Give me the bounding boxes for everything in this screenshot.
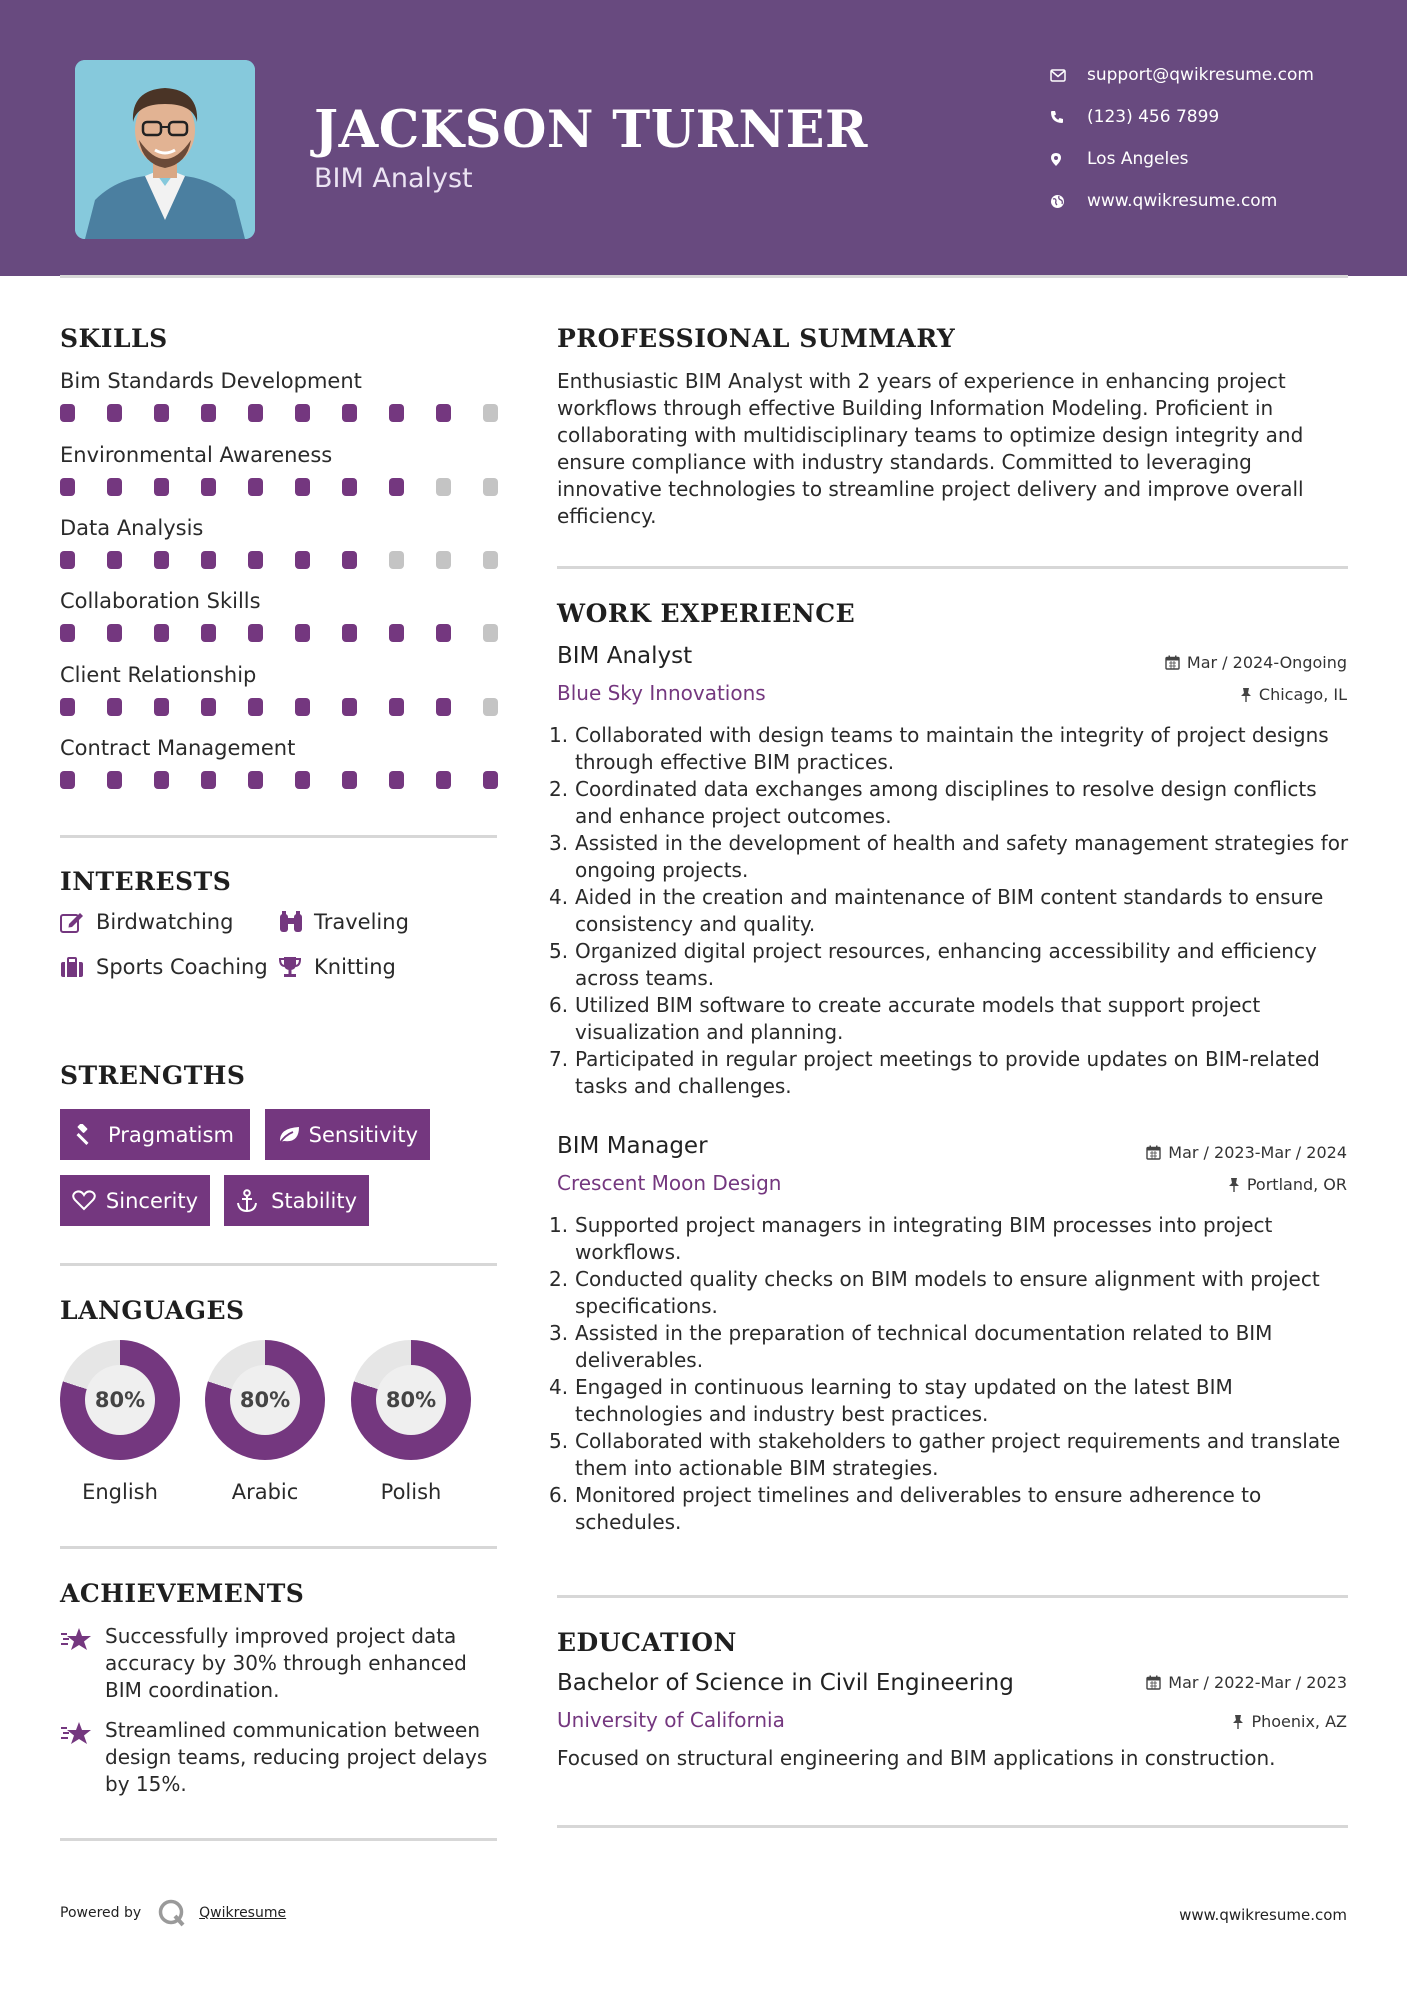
job-bullet: 4. Aided in the creation and maintenance of BIM content standards to ensure consistency and quality.	[549, 885, 1324, 936]
job-bullet: 3. Assisted in the development of health and safety management strategies for ongoing projects.	[549, 831, 1349, 882]
strength-tag	[224, 1175, 369, 1226]
skill-name: Client Relationship	[60, 663, 257, 687]
language-progress-ring	[205, 1340, 325, 1460]
job-bullet-list	[549, 1212, 1357, 1536]
contact-phone[interactable]	[1050, 96, 1390, 138]
skill-dot-filled	[342, 478, 357, 496]
job-location-text: Portland, OR	[1246, 1175, 1347, 1194]
education-school: University of California	[557, 1708, 785, 1732]
skill-dot-filled	[154, 404, 169, 422]
job-bullet: 1. Collaborated with design teams to maintain the integrity of project designs through effective BIM practices.	[549, 723, 1329, 774]
gavel-icon	[72, 1124, 108, 1146]
section-divider	[60, 1263, 497, 1266]
language-progress-ring	[351, 1340, 471, 1460]
job-company: Blue Sky Innovations	[557, 681, 766, 705]
skill-dot-filled	[436, 771, 451, 789]
section-divider	[60, 1838, 497, 1841]
contact-email-text: support@qwikresume.com	[1087, 65, 1314, 85]
skill-dot-filled	[248, 624, 263, 642]
skill-item	[60, 441, 500, 469]
location-pin-icon	[1050, 152, 1087, 167]
job-bullet: 6. Monitored project timelines and deliverables to ensure adherence to schedules.	[549, 1483, 1262, 1534]
skill-dot-filled	[342, 551, 357, 569]
skill-dot-filled	[107, 698, 122, 716]
skill-dot-filled	[295, 478, 310, 496]
strength-tag	[60, 1109, 250, 1160]
skill-dot-filled	[60, 404, 75, 422]
star-award-icon	[60, 1721, 92, 1751]
language-name: Polish	[380, 1480, 442, 1504]
interest-item	[60, 910, 233, 934]
skill-dot-filled	[154, 698, 169, 716]
skill-dot-filled	[389, 771, 404, 789]
pushpin-icon	[1240, 687, 1252, 702]
job-bullet: 5. Organized digital project resources, enhancing accessibility and efficiency across teams.	[549, 939, 1317, 990]
skill-dot-filled	[107, 551, 122, 569]
language-percent: 80%	[376, 1365, 446, 1435]
skill-dot-filled	[154, 771, 169, 789]
interest-label: Traveling	[314, 910, 409, 934]
skill-dot-filled	[248, 771, 263, 789]
strength-label: Pragmatism	[108, 1122, 234, 1147]
powered-by-label: Powered by	[60, 1905, 142, 1921]
section-divider	[557, 566, 1348, 569]
job-date	[1165, 653, 1347, 672]
interest-item	[278, 910, 409, 934]
skill-dot-filled	[60, 698, 75, 716]
skill-rating	[60, 551, 500, 569]
education-description: Focused on structural engineering and BIM applications in construction.	[557, 1746, 1276, 1770]
job-bullet: 5. Collaborated with stakeholders to gather project requirements and translate them into actionable BIM strategies.	[549, 1429, 1341, 1480]
achievements-heading: ACHIEVEMENTS	[60, 1579, 305, 1608]
skill-dot-filled	[389, 478, 404, 496]
contact-list	[1050, 54, 1390, 222]
education-location	[1232, 1712, 1347, 1731]
job-title: BIM Manager	[557, 1133, 708, 1159]
skill-item	[60, 734, 500, 762]
skill-dot-filled	[389, 698, 404, 716]
job-bullet: 6. Utilized BIM software to create accurate models that support project visualization and planning.	[549, 993, 1261, 1044]
skill-dot-filled	[60, 624, 75, 642]
phone-icon	[1050, 110, 1087, 124]
skill-item	[60, 514, 500, 542]
job-location	[1228, 1175, 1347, 1194]
skill-name: Bim Standards Development	[60, 369, 362, 393]
skill-name: Environmental Awareness	[60, 443, 333, 467]
skill-dot-filled	[248, 551, 263, 569]
strength-tag	[265, 1109, 430, 1160]
skill-dot-filled	[295, 404, 310, 422]
job-company: Crescent Moon Design	[557, 1171, 782, 1195]
skill-dot-empty	[483, 624, 498, 642]
education-location-text: Phoenix, AZ	[1251, 1712, 1347, 1731]
education-date	[1146, 1673, 1347, 1692]
candidate-name: JACKSON TURNER	[314, 100, 868, 160]
skill-dot-filled	[201, 624, 216, 642]
skill-rating	[60, 478, 500, 496]
skill-dot-filled	[295, 698, 310, 716]
trophy-icon	[278, 956, 314, 978]
skill-dot-empty	[436, 478, 451, 496]
job-date	[1146, 1143, 1347, 1162]
interest-label: Knitting	[314, 955, 396, 979]
skill-dot-empty	[483, 551, 498, 569]
skill-rating	[60, 771, 500, 789]
skill-dot-filled	[201, 404, 216, 422]
skill-dot-filled	[154, 551, 169, 569]
section-divider	[557, 1825, 1348, 1828]
skill-dot-filled	[201, 551, 216, 569]
job-bullet: 2. Coordinated data exchanges among disciplines to resolve design conflicts and enhance project outcomes.	[549, 777, 1317, 828]
skill-dot-filled	[389, 404, 404, 422]
language-name: Arabic	[231, 1480, 299, 1504]
skill-dot-filled	[342, 404, 357, 422]
summary-heading: PROFESSIONAL SUMMARY	[557, 324, 956, 353]
interest-label: Birdwatching	[96, 910, 234, 934]
skill-dot-filled	[436, 624, 451, 642]
achievement-text: Successfully improved project data accuracy by 30% through enhanced BIM coordination.	[105, 1624, 467, 1702]
skill-name: Contract Management	[60, 736, 296, 760]
skill-item	[60, 661, 500, 689]
education-degree: Bachelor of Science in Civil Engineering	[557, 1670, 1014, 1696]
section-divider	[60, 1546, 497, 1549]
contact-website[interactable]	[1050, 180, 1390, 222]
skill-dot-filled	[107, 404, 122, 422]
skill-dot-filled	[483, 771, 498, 789]
achievement-text: Streamlined communication between design teams, reducing project delays by 15%.	[105, 1718, 488, 1796]
calendar-icon	[1146, 1145, 1161, 1160]
skill-dot-filled	[389, 624, 404, 642]
contact-phone-text: (123) 456 7899	[1087, 107, 1220, 127]
skill-dot-filled	[248, 404, 263, 422]
strengths-heading: STRENGTHS	[60, 1061, 246, 1090]
skill-dot-filled	[295, 551, 310, 569]
job-bullet: 7. Participated in regular project meetings to provide updates on BIM-related tasks and challenges.	[549, 1047, 1320, 1098]
language-progress-ring	[60, 1340, 180, 1460]
globe-icon	[1050, 194, 1087, 209]
skill-dot-filled	[295, 624, 310, 642]
strength-label: Sensitivity	[308, 1122, 418, 1147]
skill-item	[60, 367, 500, 395]
contact-location	[1050, 138, 1390, 180]
qwikresume-link[interactable]: Qwikresume	[199, 1905, 287, 1921]
skill-dot-filled	[154, 478, 169, 496]
footer-website[interactable]: www.qwikresume.com	[1179, 1906, 1347, 1924]
skill-dot-filled	[154, 624, 169, 642]
anchor-icon	[236, 1189, 271, 1213]
language-name: English	[82, 1480, 158, 1504]
strength-label: Sincerity	[105, 1188, 198, 1213]
contact-website-text: www.qwikresume.com	[1087, 191, 1278, 211]
job-date-text: Mar / 2023-Mar / 2024	[1168, 1143, 1347, 1162]
skill-name: Collaboration Skills	[60, 589, 261, 613]
pencil-square-icon	[60, 911, 96, 933]
job-bullet: 2. Conducted quality checks on BIM models to ensure alignment with project specifications.	[549, 1267, 1320, 1318]
skill-dot-filled	[248, 698, 263, 716]
footer-powered-by	[60, 1898, 286, 1928]
job-bullet: 4. Engaged in continuous learning to stay updated on the latest BIM technologies and industry best practices.	[549, 1375, 1233, 1426]
job-bullet: 3. Assisted in the preparation of technical documentation related to BIM deliverables.	[549, 1321, 1273, 1372]
skill-dot-filled	[201, 771, 216, 789]
section-divider	[557, 1595, 1348, 1598]
skill-dot-empty	[483, 478, 498, 496]
skill-dot-filled	[201, 698, 216, 716]
skill-dot-filled	[436, 404, 451, 422]
skill-dot-filled	[342, 771, 357, 789]
skill-rating	[60, 624, 500, 642]
skill-dot-filled	[342, 698, 357, 716]
skill-dot-filled	[60, 551, 75, 569]
skill-dot-filled	[60, 771, 75, 789]
leaf-icon	[277, 1125, 309, 1145]
skill-rating	[60, 404, 500, 422]
skill-dot-filled	[107, 478, 122, 496]
pushpin-icon	[1232, 1714, 1244, 1729]
calendar-icon	[1165, 655, 1180, 670]
skill-item	[60, 587, 500, 615]
skill-dot-empty	[483, 404, 498, 422]
briefcase-icon	[60, 957, 96, 978]
contact-location-text: Los Angeles	[1087, 149, 1189, 169]
skills-heading: SKILLS	[60, 324, 168, 353]
profile-photo	[75, 60, 255, 239]
languages-heading: LANGUAGES	[60, 1296, 245, 1325]
candidate-role: BIM Analyst	[314, 163, 473, 194]
binoculars-icon	[278, 911, 314, 933]
summary-text: Enthusiastic BIM Analyst with 2 years of experience in enhancing project workflows through effective Building Information Modeling. Proficient in collaborating with multidisciplinary teams to optimize design integrity and ensure compliance with industry standards. Committed to leveraging innovative technologies to streamline project delivery and improve overall efficiency.	[557, 369, 1304, 528]
skill-dot-filled	[60, 478, 75, 496]
language-percent: 80%	[230, 1365, 300, 1435]
contact-email[interactable]	[1050, 54, 1390, 96]
skill-dot-filled	[342, 624, 357, 642]
education-heading: EDUCATION	[557, 1628, 737, 1657]
job-date-text: Mar / 2024-Ongoing	[1186, 653, 1347, 672]
calendar-icon	[1146, 1675, 1161, 1690]
skill-rating	[60, 698, 500, 716]
pushpin-icon	[1228, 1177, 1240, 1192]
interest-label: Sports Coaching	[96, 955, 268, 979]
skill-name: Data Analysis	[60, 516, 204, 540]
interest-item	[278, 955, 396, 979]
experience-heading: WORK EXPERIENCE	[557, 599, 856, 628]
job-location-text: Chicago, IL	[1258, 685, 1347, 704]
section-divider	[60, 835, 497, 838]
job-title: BIM Analyst	[557, 643, 693, 669]
skill-dot-filled	[107, 771, 122, 789]
envelope-icon	[1050, 69, 1087, 82]
interest-item	[60, 955, 268, 979]
skill-dot-empty	[483, 698, 498, 716]
skill-dot-filled	[201, 478, 216, 496]
skill-dot-filled	[248, 478, 263, 496]
skill-dot-empty	[436, 551, 451, 569]
star-award-icon	[60, 1627, 92, 1657]
strength-label: Stability	[271, 1188, 357, 1213]
skill-dot-empty	[389, 551, 404, 569]
header-divider	[60, 275, 1348, 278]
strength-tag	[60, 1175, 210, 1226]
job-bullet: 1. Supported project managers in integrating BIM processes into project workflows.	[549, 1213, 1273, 1264]
education-date-text: Mar / 2022-Mar / 2023	[1168, 1673, 1347, 1692]
skill-dot-filled	[107, 624, 122, 642]
job-location	[1240, 685, 1347, 704]
job-bullet-list	[549, 722, 1357, 1100]
resume-header	[0, 0, 1407, 276]
language-percent: 80%	[85, 1365, 155, 1435]
interests-heading: INTERESTS	[60, 867, 232, 896]
qwikresume-logo-icon	[157, 1898, 187, 1928]
skill-dot-filled	[436, 698, 451, 716]
skill-dot-filled	[295, 771, 310, 789]
heart-icon	[72, 1190, 106, 1211]
